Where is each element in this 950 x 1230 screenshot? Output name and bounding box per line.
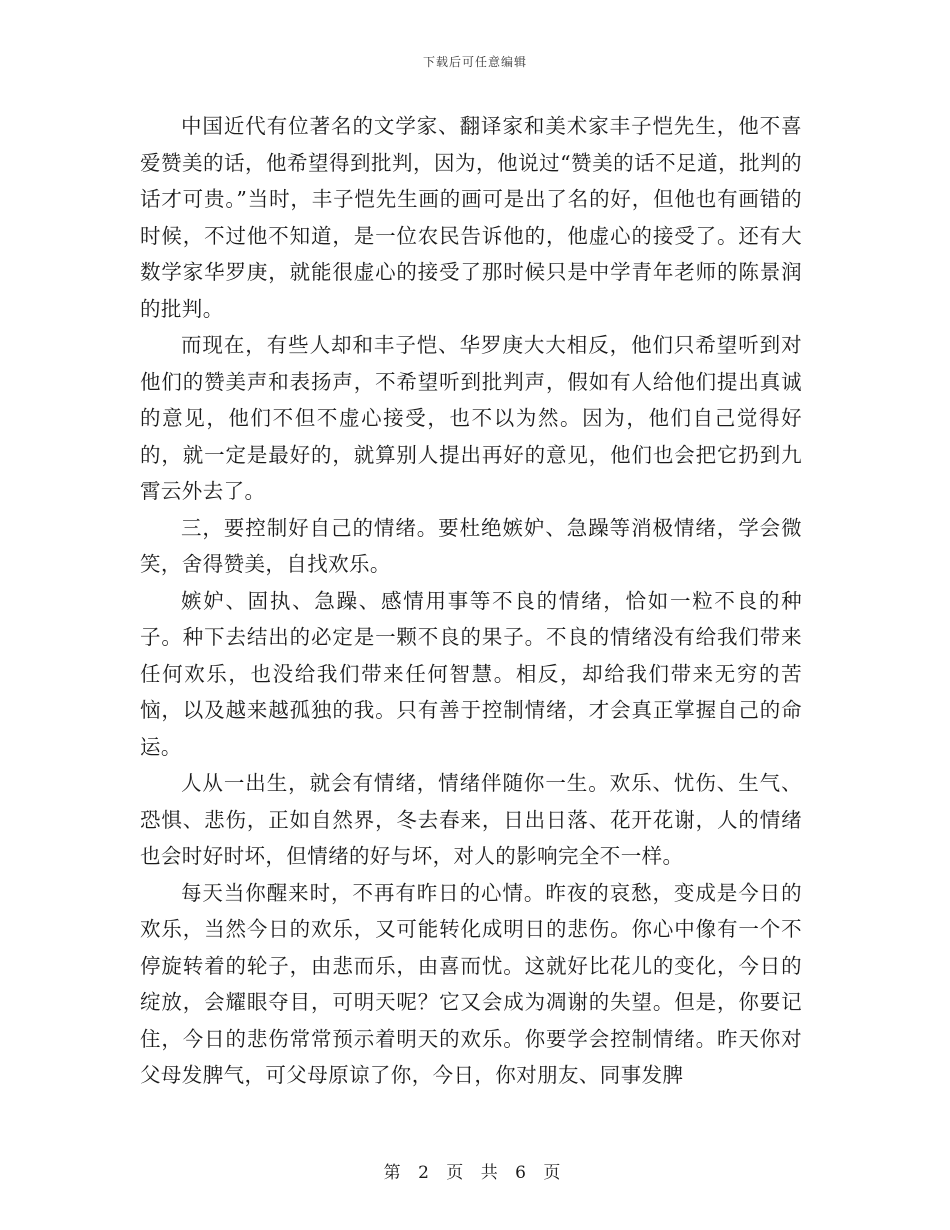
document-body: [140, 108, 802, 1094]
page-header: 下载后可任意编辑: [422, 55, 527, 69]
page-footer: 第 2 页 共 6 页: [383, 1163, 567, 1183]
paragraph-1: 中国近代有位著名的文学家、翻译家和美术家丰子恺先生，他不喜爱赞美的话，他希望得到批判，因为，他说过“赞美的话不足道，批判的话才可贵。”当时，丰子恺先生画的画可是出了名的好，但他也有画错的时候，不过他不知道，是一位农民告诉他的，他虚心的接受了。还有大数学家华罗庚，就能很虚心的接受了那时候只是中学青年老师的陈景润的批判。: [140, 114, 802, 321]
paragraph-6: 每天当你醒来时，不再有昨日的心情。昨夜的哀愁，变成是今日的欢乐，当然今日的欢乐，又可能转化成明日的悲伤。你心中像有一个不停旋转着的轮子，由悲而乐，由喜而忧。这就好比花儿的变化，今日的绽放，会耀眼夺目，可明天呢？它又会成为凋谢的失望。但是，你要记住，今日的悲伤常常预示着明天的欢乐。你要学会控制情绪。昨天你对父母发脾气，可父母原谅了你，今日，你对朋友、同事发脾: [140, 880, 802, 1087]
paragraph-2: 而现在，有些人却和丰子恺、华罗庚大大相反，他们只希望听到对他们的赞美声和表扬声，不希望听到批判声，假如有人给他们提出真诚的意见，他们不但不虚心接受，也不以为然。因为，他们自己觉得好的，就一定是最好的，就算别人提出再好的意见，他们也会把它扔到九霄云外去了。: [140, 333, 802, 503]
paragraph-5: 人从一出生，就会有情绪，情绪伴随你一生。欢乐、忧伤、生气、恐惧、悲伤，正如自然界，冬去春来，日出日落、花开花谢，人的情绪也会时好时坏，但情绪的好与坏，对人的影响完全不一样。: [140, 771, 802, 868]
paragraph-4: 嫉妒、固执、急躁、感情用事等不良的情绪，恰如一粒不良的种子。种下去结出的必定是一颗不良的果子。不良的情绪没有给我们带来任何欢乐，也没给我们带来任何智慧。相反，却给我们带来无穷的苦恼，以及越来越孤独的我。只有善于控制情绪，才会真正掌握自己的命运。: [140, 588, 802, 759]
paragraph-3: 三，要控制好自己的情绪。要杜绝嫉妒、急躁等消极情绪，学会微笑，舍得赞美，自找欢乐。: [140, 515, 802, 576]
